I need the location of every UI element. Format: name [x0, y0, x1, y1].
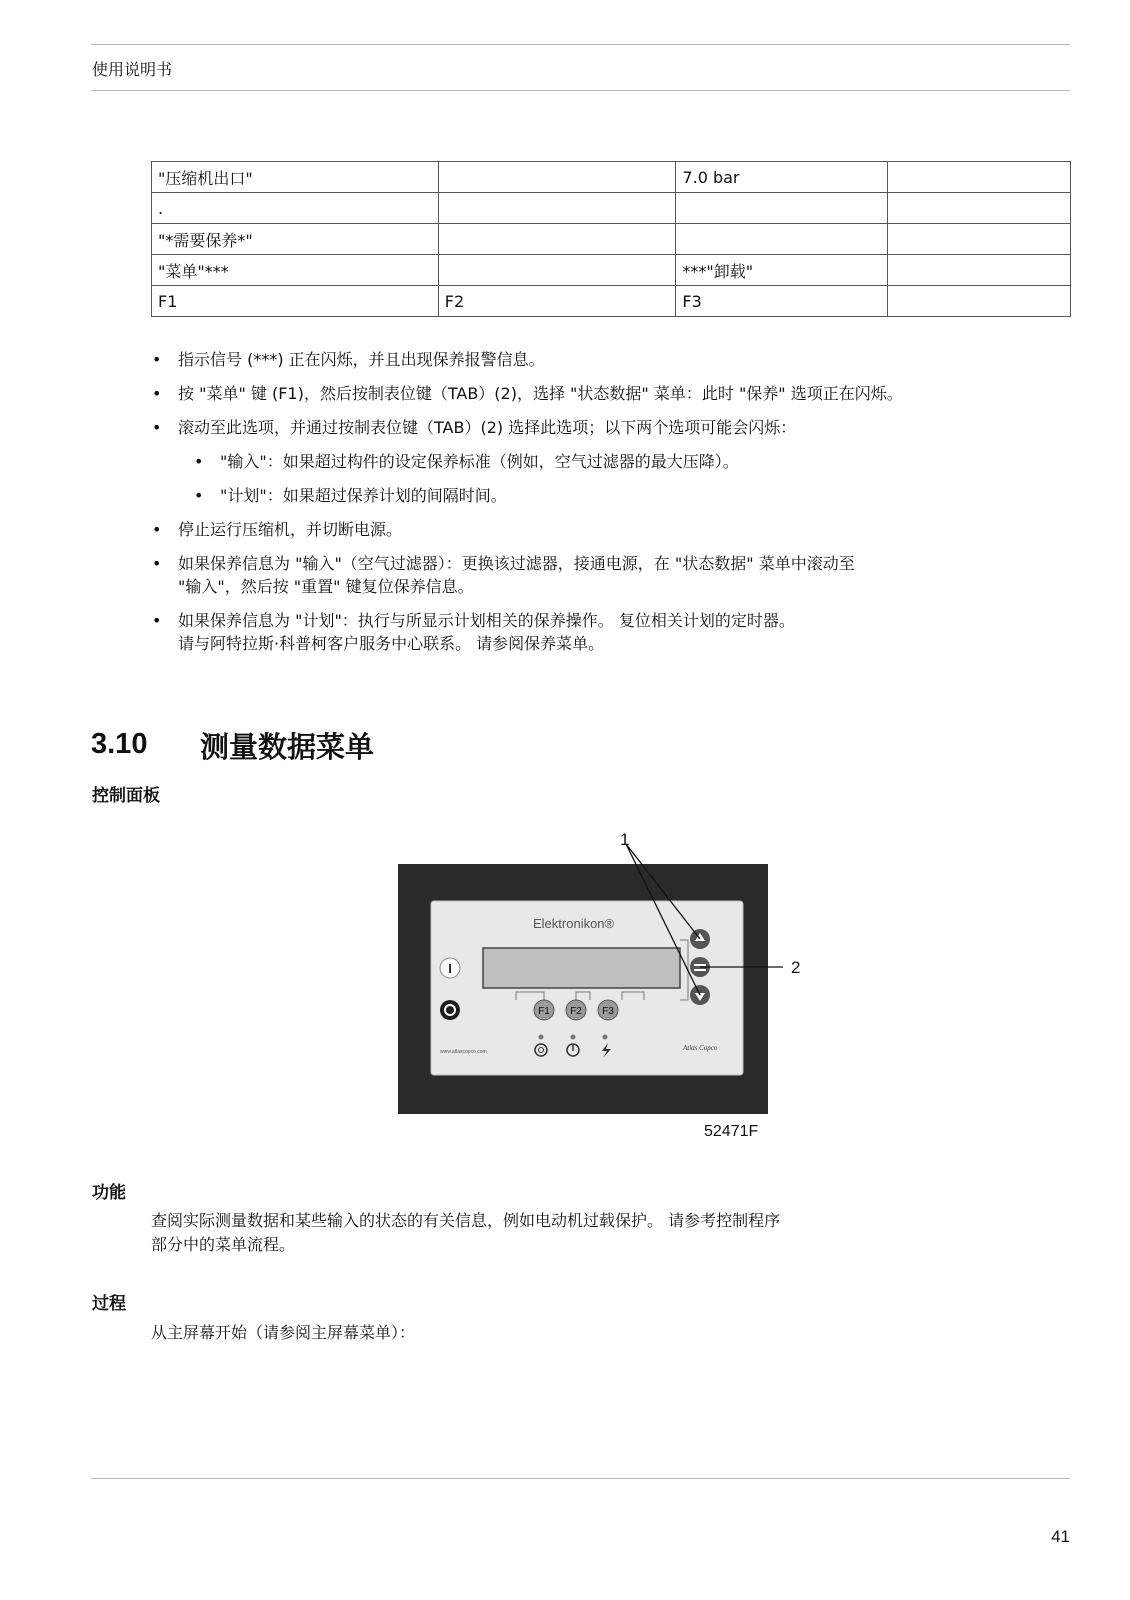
display-table [151, 161, 1071, 317]
sub-list-item: • "输入"：如果超过构件的设定保养标准（例如，空气过滤器的最大压降）。 [194, 450, 1052, 473]
svg-text:F1: F1 [538, 1006, 550, 1017]
website-label: www.atlascopco.com [440, 1049, 487, 1055]
table-cell [438, 255, 676, 286]
brand-label: Elektronikon® [533, 916, 615, 931]
table-row [152, 193, 1071, 224]
instruction-list [152, 348, 1052, 666]
list-item: • 如果保养信息为 "输入"（空气过滤器）：更换该过滤器，接通电源，在 "状态数据" 菜单中滚动至 "输入"，然后按 "重置" 键复位保养信息。 [152, 552, 1052, 598]
section-number: 3.10 [91, 728, 148, 760]
figure-id: 52471F [704, 1123, 759, 1140]
list-item: • 停止运行压缩机，并切断电源。 [152, 518, 1052, 541]
table-cell: F1 [152, 286, 439, 317]
svg-text:F3: F3 [602, 1006, 614, 1017]
list-item: • 如果保养信息为 "计划"：执行与所显示计划相关的保养操作。 复位相关计划的定时器。 请与阿特拉斯·科普柯客户服务中心联系。 请参阅保养菜单。 [152, 609, 1052, 655]
header-title: 使用说明书 [92, 60, 173, 79]
table-cell: "*需要保养*" [152, 224, 439, 255]
key-f1 [534, 1000, 554, 1020]
procedure-heading: 过程 [92, 1294, 126, 1314]
procedure-text: 从主屏幕开始（请参阅主屏幕菜单）： [151, 1323, 416, 1342]
table-cell: ***"卸载" [676, 255, 888, 286]
callout-1-label: 1 [620, 832, 630, 849]
table-row [152, 224, 1071, 255]
table-cell: F3 [676, 286, 888, 317]
lcd-display [483, 948, 680, 988]
status-led [603, 1035, 608, 1040]
table-cell: . [152, 193, 439, 224]
section-title: 测量数据菜单 [200, 730, 375, 764]
status-led [571, 1035, 576, 1040]
table-row [152, 255, 1071, 286]
header-rule-bottom [91, 90, 1070, 91]
table-cell [676, 224, 888, 255]
control-panel-figure [398, 832, 818, 1162]
list-item: • 指示信号 (***) 正在闪烁，并且出现保养报警信息。 [152, 348, 1052, 371]
table-cell: "压缩机出口" [152, 162, 439, 193]
callout-2-label: 2 [791, 958, 801, 977]
page-number: 41 [1051, 1527, 1070, 1546]
svg-text:F2: F2 [570, 1006, 582, 1017]
key-f3 [598, 1000, 618, 1020]
table-cell [888, 286, 1071, 317]
key-f2 [566, 1000, 586, 1020]
function-text: 查阅实际测量数据和某些输入的状态的有关信息，例如电动机过载保护。 请参考控制程序 部分中的菜单流程。 [151, 1211, 781, 1254]
list-item: • 按 "菜单" 键 (F1)，然后按制表位键（TAB）(2)，选择 "状态数据" 菜单：此时 "保养" 选项正在闪烁。 [152, 382, 1052, 405]
atlas-copco-logo: Atlas Copco [683, 1044, 718, 1052]
table-row [152, 286, 1071, 317]
header-rule-top [91, 44, 1070, 45]
table-cell [888, 193, 1071, 224]
control-panel-heading: 控制面板 [92, 786, 160, 806]
table-row [152, 162, 1071, 193]
list-item: • 滚动至此选项，并通过按制表位键（TAB）(2) 选择此选项；以下两个选项可能会闪烁： • "输入"：如果超过构件的设定保养标准（例如，空气过滤器的最大压降）。 • "计划"：如果超过保养计划的间隔时间。 [152, 416, 1052, 507]
table-cell: "菜单"*** [152, 255, 439, 286]
footer-rule [91, 1478, 1070, 1479]
table-cell [438, 162, 676, 193]
function-heading: 功能 [92, 1183, 126, 1203]
table-cell [438, 224, 676, 255]
sub-list-item: • "计划"：如果超过保养计划的间隔时间。 [194, 484, 1052, 507]
table-cell [888, 224, 1071, 255]
sub-list [194, 450, 1052, 507]
svg-text:I: I [448, 961, 452, 976]
table-cell [676, 193, 888, 224]
stop-button [440, 1000, 460, 1020]
start-button [440, 958, 460, 978]
table-cell: F2 [438, 286, 676, 317]
table-cell: 7.0 bar [676, 162, 888, 193]
table-cell [888, 162, 1071, 193]
status-led [539, 1035, 544, 1040]
table-cell [888, 255, 1071, 286]
table-cell [438, 193, 676, 224]
